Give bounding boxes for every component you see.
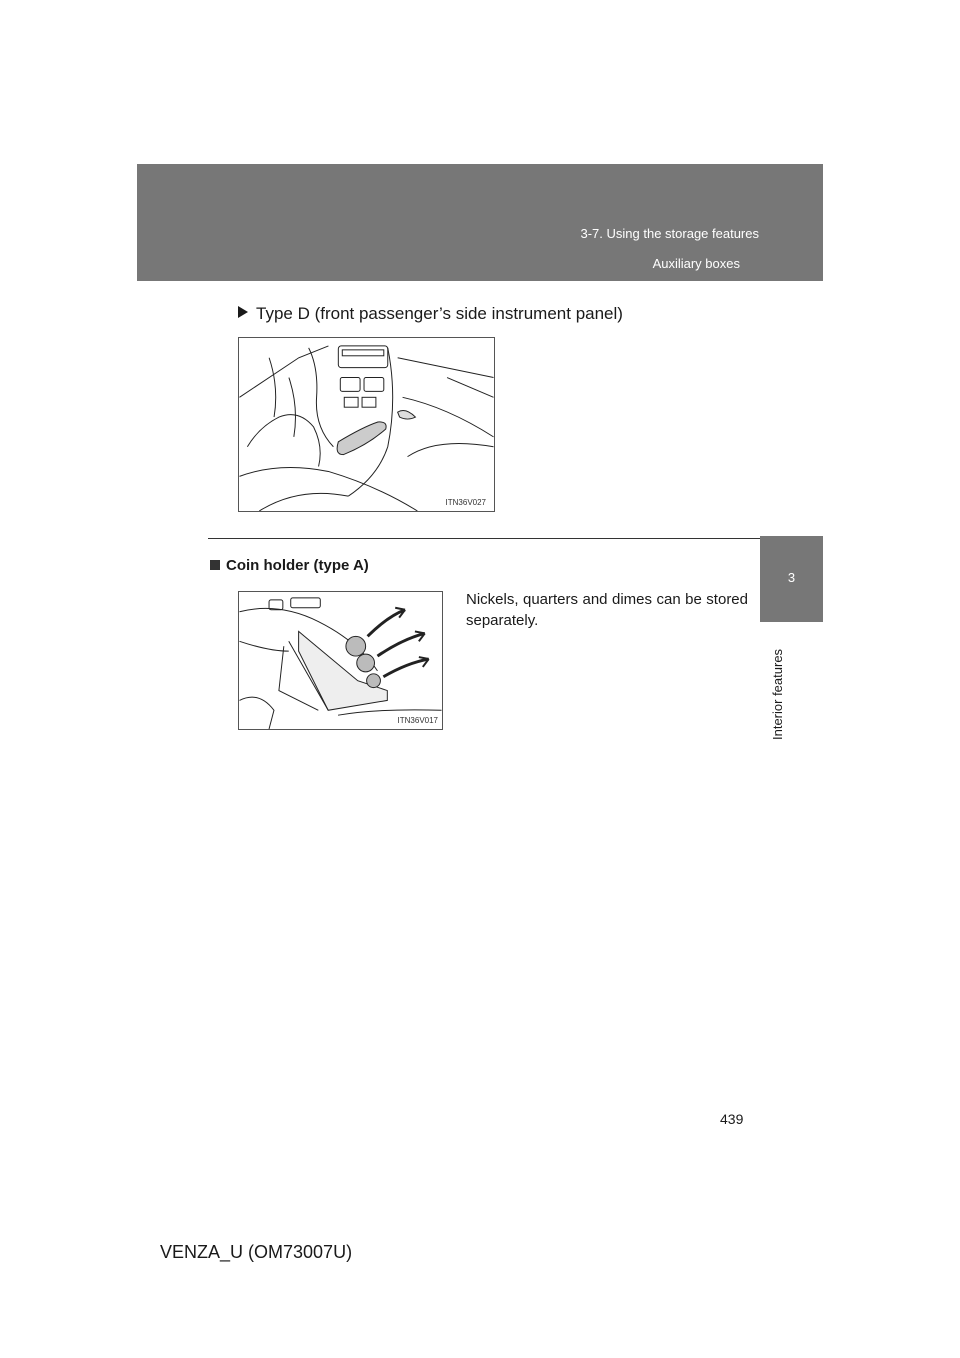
page-number: 439	[720, 1111, 744, 1127]
square-bullet-icon	[210, 560, 220, 570]
chapter-number: 3	[787, 570, 796, 585]
figure-type-d-illustration	[238, 337, 495, 512]
triangle-bullet-icon	[238, 306, 248, 318]
footer-model-code: VENZA_U (OM73007U)	[160, 1242, 353, 1262]
chapter-label: Interior features	[770, 648, 785, 740]
figure-code-type-d: ITN36V027	[445, 498, 486, 507]
coin-holder-description: Nickels, quarters and dimes can be stored separately.	[466, 591, 748, 629]
page-header	[137, 164, 823, 281]
type-d-text: Type D (front passenger’s side instrument panel)	[256, 304, 623, 323]
figure-coin-holder-illustration	[238, 591, 443, 730]
coin-holder-heading-text: Coin holder (type A)	[226, 557, 369, 574]
coin-holder-heading	[210, 557, 369, 574]
coin-holder-illustration	[239, 592, 442, 729]
figure-code-coin-holder: ITN36V017	[397, 716, 438, 725]
header-section-title: 3-7. Using the storage features	[580, 226, 759, 241]
dashboard-illustration	[239, 338, 494, 511]
section-divider	[208, 538, 760, 539]
chapter-tab	[760, 536, 823, 622]
header-subsection-title: Auxiliary boxes	[652, 256, 740, 271]
type-d-heading	[238, 304, 623, 324]
